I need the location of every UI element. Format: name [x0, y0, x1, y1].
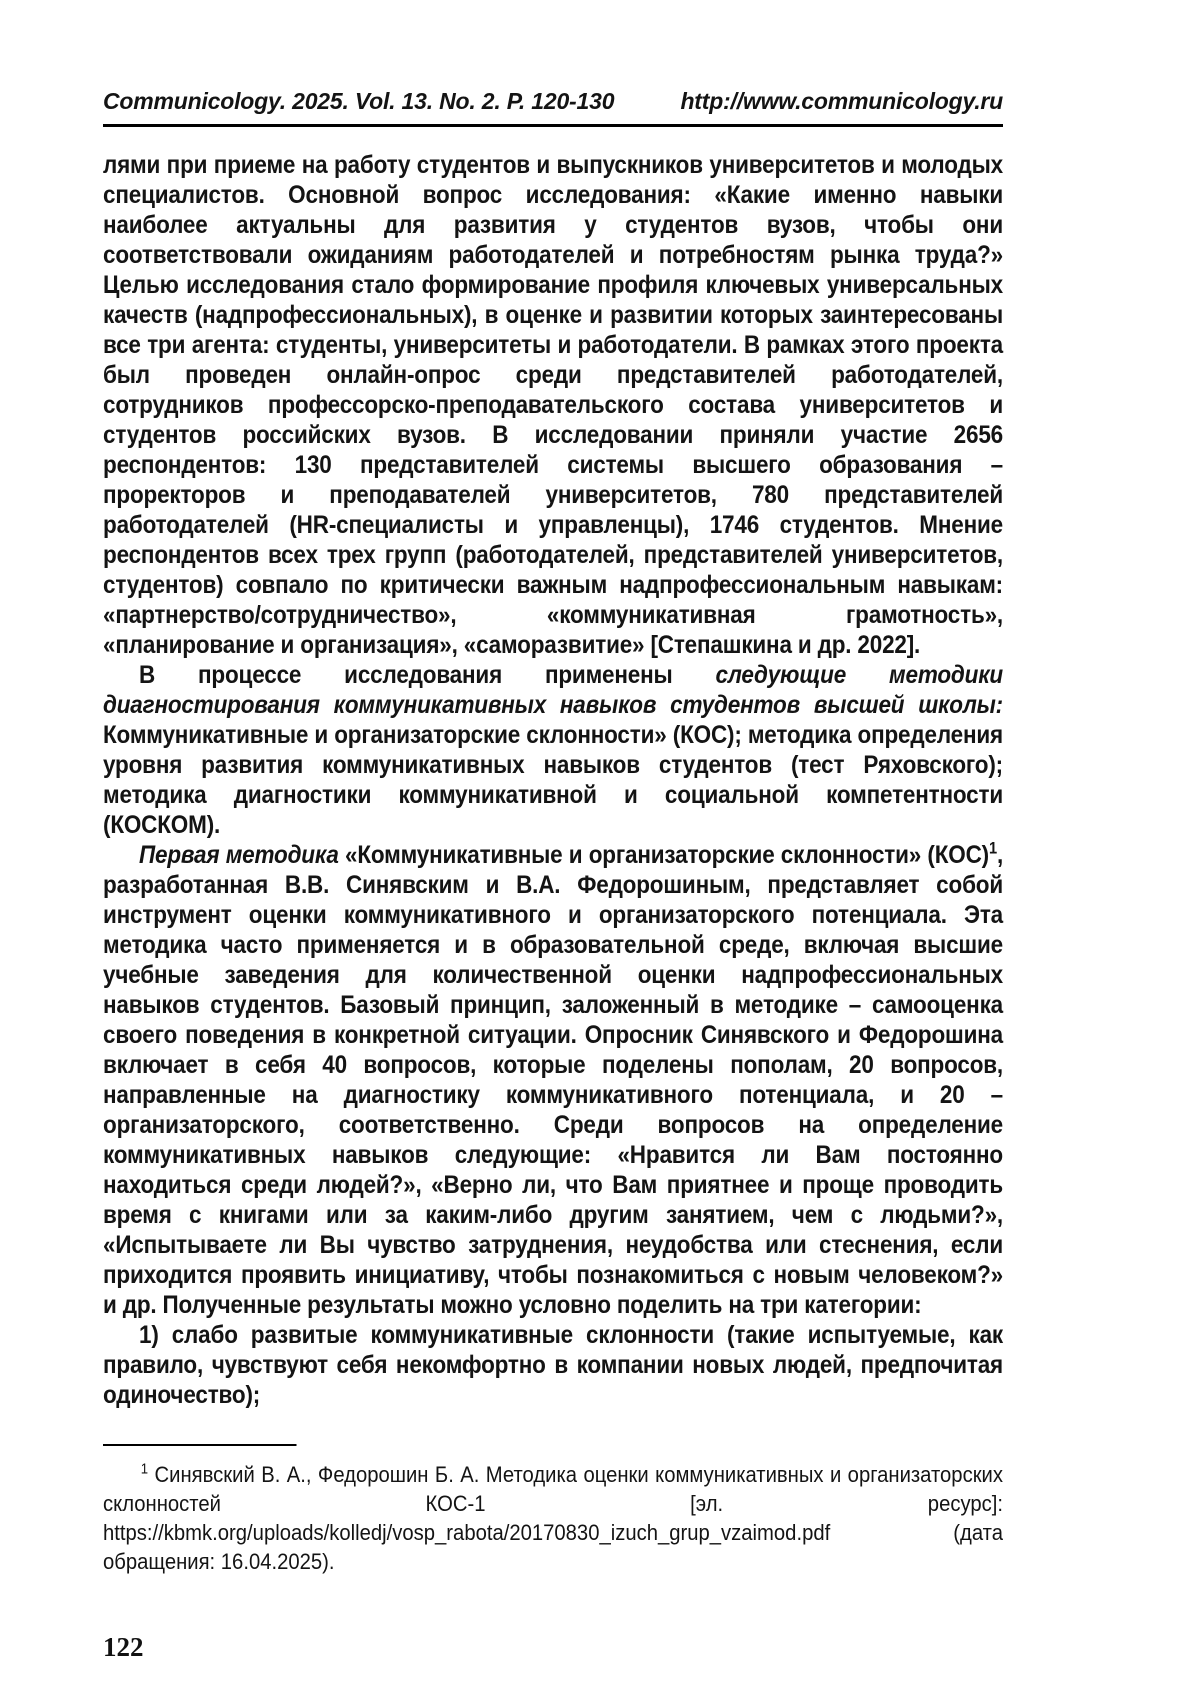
header-divider — [103, 124, 1003, 127]
footnote-text: Синявский В. А., Федорошин Б. А. Методика оценки коммуникативных и организаторских склонностей КОС-1 [эл. ресурс]: https://kbmk.org/uploads/kolledj/vosp_rabota/20170830_izuch_grup_vzaimod.pdf (дата обращения: 16.04.2025). — [103, 1462, 1003, 1574]
footnote-marker: 1 — [140, 1461, 149, 1478]
footnote-section — [103, 1444, 1003, 1576]
paragraph: В процессе исследования применены следующие методики диагностирования коммуникативных навыков студентов высшей школы: Коммуникативные и организаторские склонности» (КОС); методика определения уровня развития коммуникативных навыков студентов (тест Ряховского); методика диагностики коммуникативной и социальной компетентности (КОСКОМ). — [103, 661, 1003, 839]
page-number: 122 — [103, 1632, 144, 1662]
footnote — [103, 1460, 1003, 1576]
paragraph: лями при приеме на работу студентов и выпускников университетов и молодых специалистов. Основной вопрос исследования: «Какие именно навыки наиболее актуальны для развития у студентов вузов, чтобы они соответствовали ожиданиям работодателей и потребностям рынка труда?» Целью исследования стало формирование профиля ключевых универсальных качеств (надпрофессиональных), в оценке и развитии которых заинтересованы все три агента: студенты, университеты и работодатели. В рамках этого проекта был проведен онлайн-опрос среди представителей работодателей, сотрудников профессорско-преподавательского состава университетов и студентов российских вузов. В исследовании приняли участие 2656 респондентов: 130 представителей системы высшего образования – проректоров и преподавателей университетов, 780 представителей работодателей (HR-специалисты и управленцы), 1746 студентов. Мнение респондентов всех трех групп (работодателей, представителей университетов, студентов) совпало по критически важным надпрофессиональным навыкам: «партнерство/сотрудничество», «коммуникативная грамотность», «планирование и организация», «саморазвитие» [Степашкина и др. 2022]. — [103, 151, 1003, 659]
text-column — [103, 150, 1003, 1576]
journal-citation: Communicology. 2025. Vol. 13. No. 2. P. 120-130 — [103, 88, 615, 114]
journal-url: http://www.communicology.ru — [680, 88, 1003, 114]
footnote-divider — [103, 1444, 297, 1446]
paragraph: 1) слабо развитые коммуникативные склонности (такие испытуемые, как правило, чувствуют себя некомфортно в компании новых людей, предпочитая одиночество); — [103, 1321, 1003, 1409]
page-header — [103, 88, 1003, 115]
paragraph: Первая методика «Коммуникативные и организаторские склонности» (КОС)$^1$, разработанная В.В. Синявским и В.А. Федорошиным, представляет собой инструмент оценки коммуникативного и организаторского потенциала. Эта методика часто применяется и в образовательной среде, включая высшие учебные заведения для количественной оценки надпрофессиональных навыков студентов. Базовый принцип, заложенный в методике – самооценка своего поведения в конкретной ситуации. Опросник Синявского и Федорошина включает в себя 40 вопросов, которые поделены пополам, 20 вопросов, направленные на диагностику коммуникативного потенциала, и 20 – организаторского, соответственно. Среди вопросов на определение коммуникативных навыков следующие: «Нравится ли Вам постоянно находиться среди людей?», «Верно ли, что Вам приятнее и проще проводить время с книгами или за каким-либо другим занятием, чем с людьми?», «Испытываете ли Вы чувство затруднения, неудобства или стеснения, если приходится проявить инициативу, чтобы познакомиться с новым человеком?» и др. Полученные результаты можно условно поделить на три категории: — [103, 839, 1004, 1319]
article-body — [103, 150, 1003, 1410]
